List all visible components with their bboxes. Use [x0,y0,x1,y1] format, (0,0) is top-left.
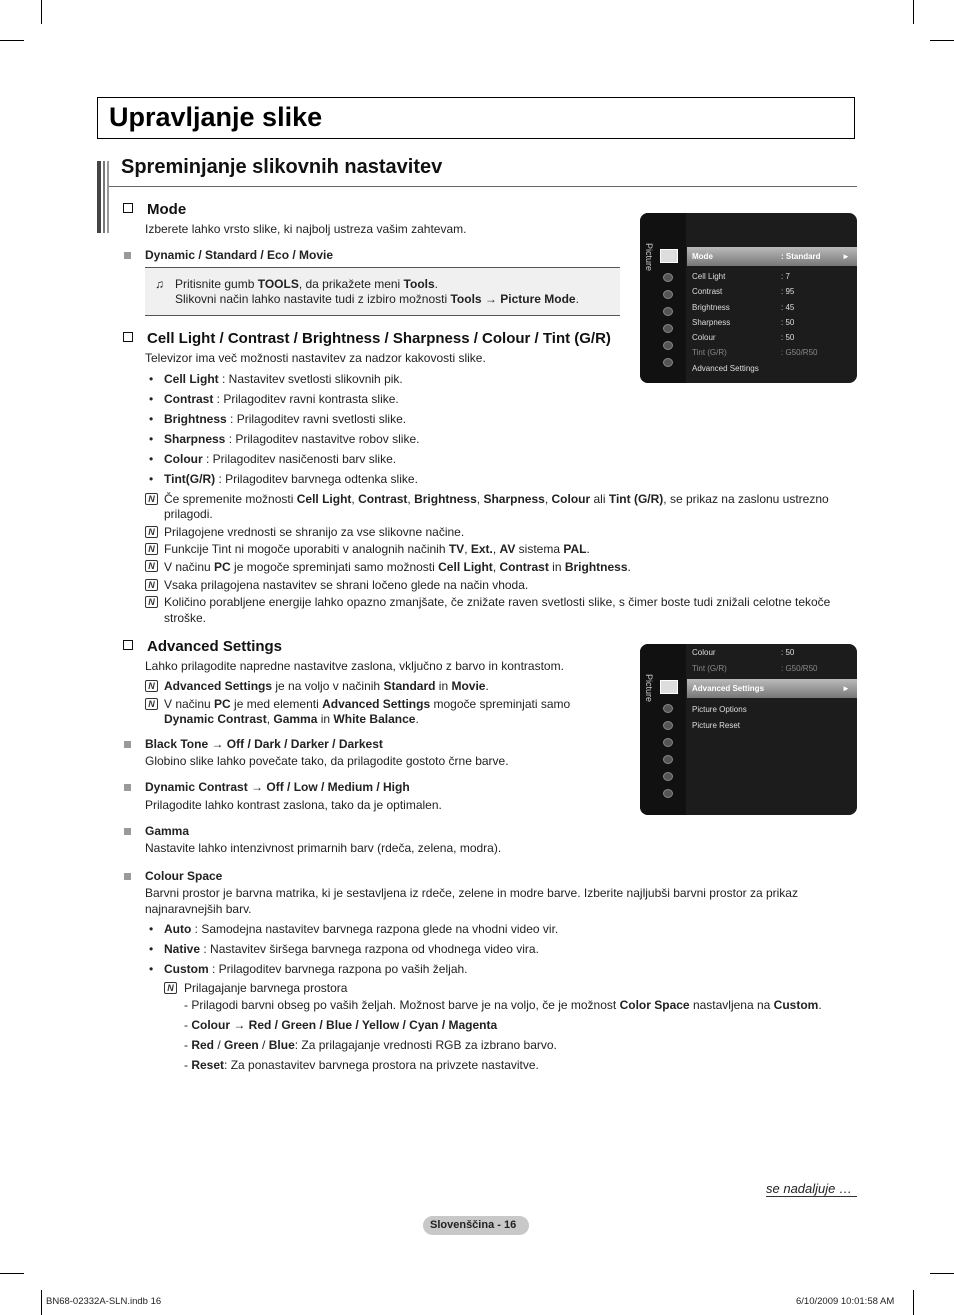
tip-box [145,267,620,316]
crop-mark [930,1273,954,1274]
osd-row-name[interactable]: Advanced Settings [692,364,759,373]
input-icon [663,324,673,333]
list-item: Colour : Prilagoditev nasičenosti barv slike. [164,452,397,466]
checkbox-square-icon [123,332,133,342]
osd-row-name[interactable]: Contrast [692,287,723,296]
arrow-right-icon: ► [842,684,850,693]
note-text: Če spremenite možnosti Cell Light, Contrast, Brightness, Sharpness, Colour ali Tint (G/R), se prikaz na zaslonu ustrezno [164,492,829,506]
note-text: Funkcije Tint ni mogoče uporabiti v analognih načinih TV, Ext., AV sistema PAL. [164,542,590,556]
list-item: Auto : Samodejna nastavitev barvnega razpona glede na vhodni video vir. [164,922,559,936]
osd-sidebar [640,644,686,815]
osd-row-name[interactable]: Tint (G/R) [692,348,727,357]
page-title: Upravljanje slike [109,102,323,132]
cell-heading: Cell Light / Contrast / Brightness / Sharpness / Colour / Tint (G/R) [123,330,611,347]
crop-mark [930,40,954,41]
picture-icon [660,680,678,694]
osd-row-name[interactable]: Tint (G/R) [692,664,727,673]
osd-row-value: : G50/R50 [781,664,818,673]
note-text: Vsaka prilagojena nastavitev se shrani ločeno glede na način vhoda. [164,578,529,592]
application-icon [663,341,673,350]
arrow-right-icon: ► [842,252,850,261]
tip-line-1: Pritisnite gumb TOOLS, da prikažete meni Tools. [175,277,438,291]
square-bullet-icon [124,741,131,748]
osd-sidebar [640,213,686,383]
list-item: Sharpness : Prilagoditev nastavitve robov slike. [164,432,420,446]
note-icon: N [145,526,158,538]
list-item: Contrast : Prilagoditev ravni kontrasta slike. [164,392,399,406]
mode-heading: Mode [123,201,186,218]
sound-icon [663,704,673,713]
support-icon [663,358,673,367]
dyn-contrast-heading: Dynamic Contrast → Off / Low / Medium / High [145,780,410,794]
osd-row-name[interactable]: Advanced Settings [692,684,765,693]
section-divider [109,186,857,187]
application-icon [663,772,673,781]
bullet-icon: • [149,432,154,446]
crop-mark [0,1273,24,1274]
note-text: Advanced Settings je na voljo v načinih Standard in Movie. [164,679,489,693]
setup-icon [663,738,673,747]
list-item: Tint(G/R) : Prilagoditev barvnega odtenka slike. [164,472,418,486]
picture-icon [660,249,678,263]
advanced-desc: Lahko prilagodite napredne nastavitve zaslona, vključno z barvo in kontrastom. [145,659,564,673]
remote-note-icon: ♫ [155,277,164,291]
note-text: V načinu PC je mogoče spreminjati samo možnosti Cell Light, Contrast in Brightness. [164,560,631,574]
bullet-icon: • [149,962,154,976]
osd-row-value: : G50/R50 [781,348,818,357]
bullet-icon: • [149,472,154,486]
osd-row-name[interactable]: Picture Options [692,705,747,714]
continued-text: se nadaljuje … [766,1181,852,1196]
setup-icon [663,307,673,316]
section-title: Spreminjanje slikovnih nastavitev [121,156,443,178]
channel-icon [663,721,673,730]
gamma-desc: Nastavite lahko intenzivnost primarnih barv (rdeča, zelena, modra). [145,841,502,855]
square-bullet-icon [124,873,131,880]
osd-row-value: : 50 [781,318,795,327]
note-icon: N [145,680,158,692]
advanced-heading: Advanced Settings [123,638,282,655]
input-icon [663,755,673,764]
note-text: Količino porabljene energije lahko opazno zmanjšate, če znižate raven svetlosti slike, s čimer boste tudi znižali celotne tekoče [164,595,831,609]
osd-row-name[interactable]: Colour [692,333,716,342]
osd-row-value: : 7 [781,272,790,281]
note-icon: N [145,579,158,591]
checkbox-square-icon [123,203,133,213]
crop-mark [41,0,42,24]
osd-label: Picture [644,674,654,703]
crop-mark [41,1290,42,1315]
square-bullet-icon [124,784,131,791]
print-file-info: BN68-02332A-SLN.indb 16 [46,1296,162,1307]
dash-item: - Prilagodi barvni obseg po vaših željah. Možnost barve je na voljo, če je možnost Color Space nastavljena na Custom. [184,998,822,1012]
square-bullet-icon [124,252,131,259]
note-icon: N [145,493,158,505]
osd-row-name[interactable]: Picture Reset [692,721,741,730]
colour-space-heading: Colour Space [145,869,223,883]
osd-label: Picture [644,243,654,272]
list-item: Brightness : Prilagoditev ravni svetlosti slike. [164,412,407,426]
sound-icon [663,273,673,282]
bullet-icon: • [149,412,154,426]
note-icon: N [145,560,158,572]
dash-item: - Red / Green / Blue: Za prilagajanje vrednosti RGB za izbrano barvo. [184,1038,557,1052]
note-icon: N [164,982,177,994]
bullet-icon: • [149,922,154,936]
colour-space-desc: najnaravnejših barv. [145,902,252,916]
list-item: Native : Nastavitev širšega barvnega razpona od vhodnega video vira. [164,942,539,956]
osd-row-value: : 50 [781,648,795,657]
osd-row-name[interactable]: Mode [692,252,713,261]
square-bullet-icon [124,828,131,835]
channel-icon [663,290,673,299]
support-icon [663,789,673,798]
dyn-contrast-desc: Prilagodite lahko kontrast zaslona, tako da je optimalen. [145,798,442,812]
note-icon: N [145,543,158,555]
bullet-icon: • [149,392,154,406]
dash-item: - Colour → Red / Green / Blue / Yellow / Cyan / Magenta [184,1018,498,1032]
continued-underline [766,1196,857,1197]
crop-mark [913,0,914,24]
dash-item: - Reset: Za ponastavitev barvnega prostora na privzete nastavitve. [184,1058,539,1072]
osd-row-value: : Standard [781,252,821,261]
list-item: Cell Light : Nastavitev svetlosti slikovnih pik. [164,372,403,386]
page-number: Slovenščina - 16 [430,1219,517,1231]
osd-row-name[interactable]: Brightness [692,303,730,312]
gamma-heading: Gamma [145,824,190,838]
checkbox-square-icon [123,640,133,650]
note-text: Prilagojene vrednosti se shranijo za vse slikovne načine. [164,525,465,539]
crop-mark [0,40,24,41]
osd-row-name[interactable]: Cell Light [692,272,726,281]
black-tone-desc: Globino slike lahko povečate tako, da prilagodite gostoto črne barve. [145,754,509,768]
bullet-icon: • [149,452,154,466]
colour-space-desc: Barvni prostor je barvna matrika, ki je sestavljena iz rdeče, zelene in modre barve. Izberite najljubši barvni prostor za prikaz [145,886,798,900]
osd-row-value: : 45 [781,303,795,312]
bullet-icon: • [149,372,154,386]
mode-options: Dynamic / Standard / Eco / Movie [145,248,334,262]
note-text: stroške. [164,611,207,625]
list-item: Custom : Prilagoditev barvnega razpona po vaših željah. [164,962,468,976]
note-icon: N [145,596,158,608]
crop-mark [913,1290,914,1315]
mode-desc: Izberete lahko vrsto slike, ki najbolj ustreza vašim zahtevam. [145,222,467,236]
tip-line-2: Slikovni način lahko nastavite tudi z izbiro možnosti Tools → Picture Mode. [175,292,579,306]
osd-row-name[interactable]: Colour [692,648,716,657]
cell-desc: Televizor ima več možnosti nastavitev za nadzor kakovosti slike. [145,351,486,365]
print-timestamp: 6/10/2009 10:01:58 AM [796,1296,895,1307]
note-icon: N [145,698,158,710]
section-bars [97,161,109,233]
black-tone-heading: Black Tone → Off / Dark / Darker / Darkest [145,737,383,751]
note-text: Dynamic Contrast, Gamma in White Balance. [164,712,419,726]
osd-row-name[interactable]: Sharpness [692,318,731,327]
osd-picture-menu [640,213,857,383]
osd-row-value: : 95 [781,287,795,296]
osd-row-value: : 50 [781,333,795,342]
note-text: prilagodi. [164,507,213,521]
note-text: Prilagajanje barvnega prostora [184,981,348,995]
bullet-icon: • [149,942,154,956]
note-text: V načinu PC je med elementi Advanced Settings mogoče spreminjati samo [164,697,571,711]
osd-advanced-menu [640,644,857,815]
page-number-pill [423,1216,529,1235]
page-title-box [97,97,855,139]
